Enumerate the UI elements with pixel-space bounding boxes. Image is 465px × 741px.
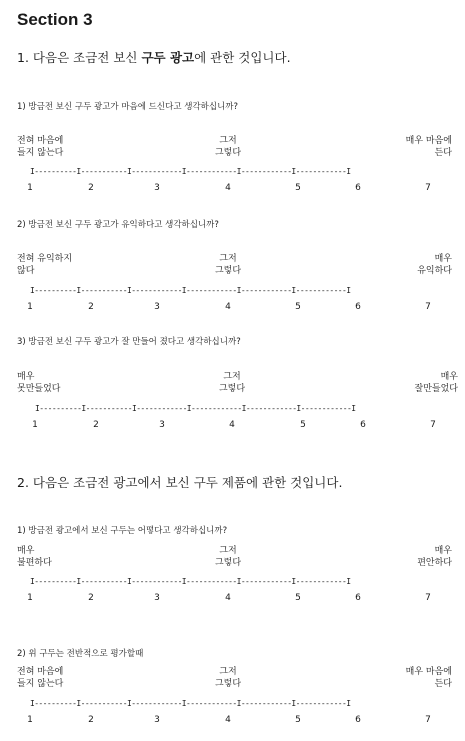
part-number: 1. bbox=[17, 50, 29, 65]
rating-scale-line: I----------I-----------I------------I------------I------------I------------I bbox=[30, 286, 351, 295]
question-text: 2) 위 구두는 전반적으로 평가할때 bbox=[17, 649, 144, 659]
part-2-heading bbox=[17, 473, 342, 491]
scale-number: 6 bbox=[355, 593, 361, 603]
scale-number: 7 bbox=[425, 715, 431, 725]
part-text-bold: 구두 광고 bbox=[141, 50, 195, 65]
scale-number: 5 bbox=[295, 593, 301, 603]
scale-right-label: 매우 잘만들었다 bbox=[414, 372, 458, 394]
scale-left-label: 전혀 마음에 들지 않는다 bbox=[17, 136, 64, 158]
scale-number: 1 bbox=[32, 420, 38, 430]
scale-number: 6 bbox=[355, 183, 361, 193]
part-text-pre: 다음은 조금전 광고에서 보신 구두 제품에 관한 것입니다. bbox=[32, 475, 343, 490]
question-text: 3) 방금전 보신 구두 광고가 잘 만들어 졌다고 생각하십니까? bbox=[17, 337, 241, 347]
part-text-pre: 다음은 조금전 보신 bbox=[32, 50, 142, 65]
scale-number: 1 bbox=[27, 593, 33, 603]
scale-right-label: 매우 마음에 든다 bbox=[405, 136, 452, 158]
scale-number: 4 bbox=[225, 715, 231, 725]
rating-scale-line: I----------I-----------I------------I------------I------------I------------I bbox=[30, 699, 351, 708]
scale-mid-label: 그저 그렇다 bbox=[214, 136, 242, 158]
scale-number: 6 bbox=[355, 302, 361, 312]
scale-number: 4 bbox=[225, 302, 231, 312]
scale-number: 3 bbox=[159, 420, 165, 430]
scale-number: 7 bbox=[430, 420, 436, 430]
rating-scale-line: I----------I-----------I------------I------------I------------I------------I bbox=[35, 404, 356, 413]
rating-scale-line: I----------I-----------I------------I------------I------------I------------I bbox=[30, 167, 351, 176]
scale-number: 4 bbox=[225, 593, 231, 603]
question-text: 1) 방금전 광고에서 보신 구두는 어떻다고 생각하십니까? bbox=[17, 526, 228, 536]
scale-number: 5 bbox=[300, 420, 306, 430]
part-number: 2. bbox=[17, 475, 29, 490]
scale-mid-label: 그저 그렇다 bbox=[214, 254, 242, 276]
scale-number: 3 bbox=[154, 715, 160, 725]
scale-number: 5 bbox=[295, 302, 301, 312]
scale-number: 2 bbox=[93, 420, 99, 430]
scale-left-label: 매우 불편하다 bbox=[17, 546, 52, 568]
scale-number: 1 bbox=[27, 183, 33, 193]
scale-number: 2 bbox=[88, 715, 94, 725]
scale-number: 5 bbox=[295, 715, 301, 725]
scale-left-label: 전혀 유익하지 않다 bbox=[17, 254, 73, 276]
scale-number: 1 bbox=[27, 715, 33, 725]
part-text-post: 에 관한 것입니다. bbox=[194, 50, 291, 65]
part-1-heading bbox=[17, 48, 291, 66]
scale-number: 4 bbox=[225, 183, 231, 193]
scale-number: 4 bbox=[229, 420, 235, 430]
scale-number: 2 bbox=[88, 183, 94, 193]
scale-number: 7 bbox=[425, 593, 431, 603]
scale-left-label: 매우 못만들었다 bbox=[17, 372, 61, 394]
scale-number: 3 bbox=[154, 302, 160, 312]
scale-number: 6 bbox=[360, 420, 366, 430]
scale-mid-label: 그저 그렇다 bbox=[214, 546, 242, 568]
scale-left-label: 전혀 마음에 들지 않는다 bbox=[17, 667, 64, 689]
scale-right-label: 매우 유익하다 bbox=[417, 254, 452, 276]
section-title: Section 3 bbox=[17, 10, 93, 29]
question-text: 2) 방금전 보신 구두 광고가 유익하다고 생각하십니까? bbox=[17, 220, 219, 230]
scale-number: 6 bbox=[355, 715, 361, 725]
scale-right-label: 매우 편안하다 bbox=[417, 546, 452, 568]
scale-mid-label: 그저 그렇다 bbox=[214, 667, 242, 689]
scale-number: 1 bbox=[27, 302, 33, 312]
rating-scale-line: I----------I-----------I------------I------------I------------I------------I bbox=[30, 577, 351, 586]
scale-number: 2 bbox=[88, 593, 94, 603]
scale-right-label: 매우 마음에 든다 bbox=[405, 667, 452, 689]
scale-number: 5 bbox=[295, 183, 301, 193]
scale-mid-label: 그저 그렇다 bbox=[218, 372, 246, 394]
scale-number: 3 bbox=[154, 183, 160, 193]
scale-number: 2 bbox=[88, 302, 94, 312]
question-text: 1) 방금전 보신 구두 광고가 마음에 드신다고 생각하십니까? bbox=[17, 102, 239, 112]
scale-number: 3 bbox=[154, 593, 160, 603]
scale-number: 7 bbox=[425, 183, 431, 193]
scale-number: 7 bbox=[425, 302, 431, 312]
